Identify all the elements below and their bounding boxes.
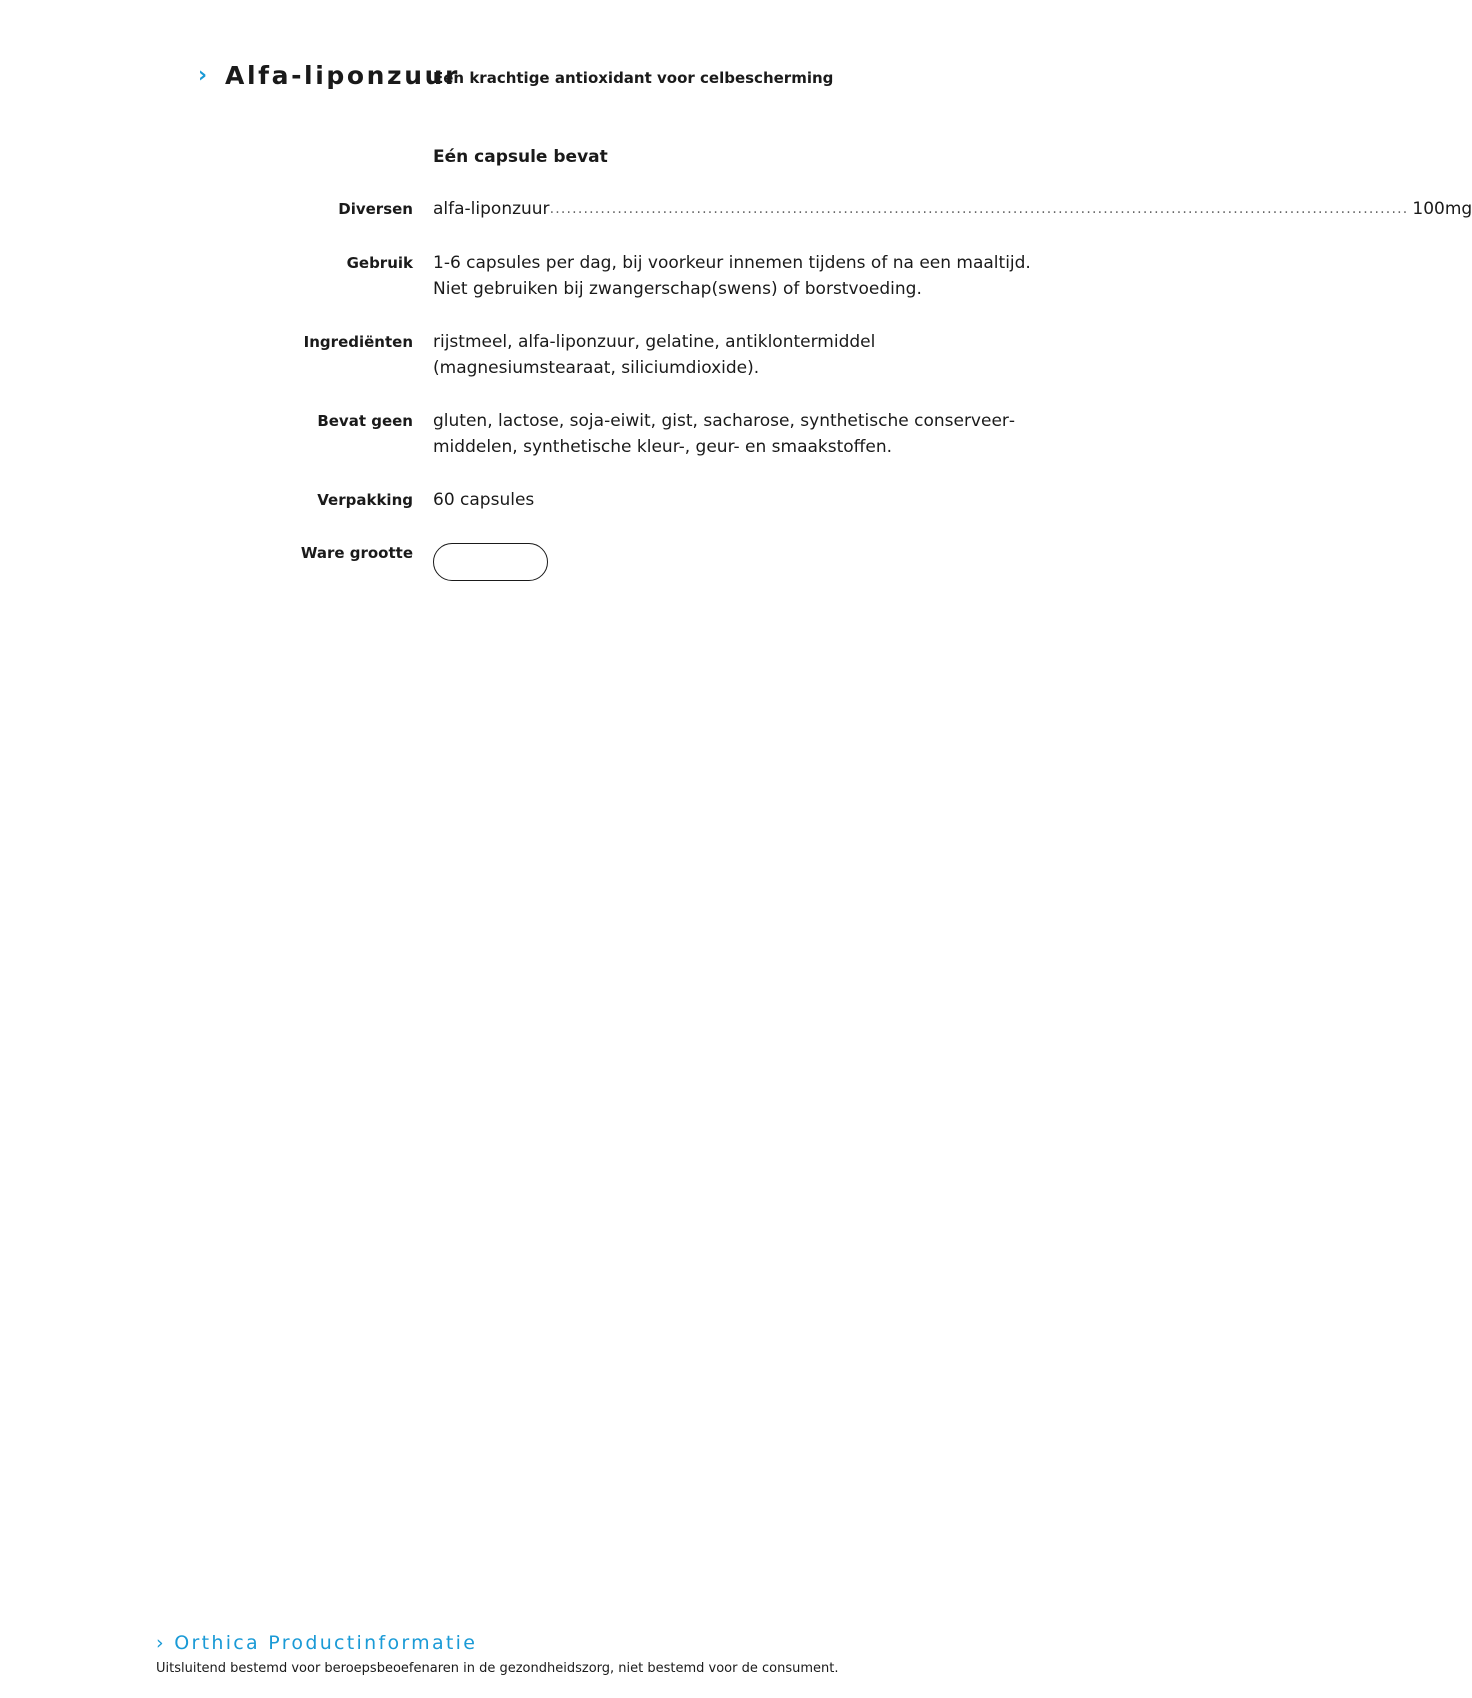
footer-title: › Orthica Productinformatie [156, 1632, 478, 1654]
ingredients-value: rijstmeel, alfa-liponzuur, gelatine, antiklontermiddel (magnesiumstearaat, siliciumdioxide). [433, 332, 876, 378]
footer-disclaimer: Uitsluitend bestemd voor beroepsbeoefenaren in de gezondheidszorg, niet bestemd voor de consument. [156, 1661, 839, 1676]
usage-label: Gebruik [346, 254, 413, 272]
dot-leader: ........................................................................................................................................................ [549, 201, 1409, 217]
ingredient-amount: 100 [1412, 199, 1445, 219]
ingredient-name: alfa-liponzuur [433, 199, 550, 219]
packaging-value: 60 capsules [433, 490, 535, 510]
usage-value: 1-6 capsules per dag, bij voorkeur innemen tijdens of na een maaltijd. Niet gebruiken bij zwangerschap(swens) of borstvoeding. [433, 253, 1031, 299]
packaging-label: Verpakking [317, 491, 413, 509]
free-from-value: gluten, lactose, soja-eiwit, gist, sacharose, synthetische conserveermiddelen, synthetische kleur-, geur- en smaakstoffen. [433, 411, 1016, 457]
ingredient-line [433, 196, 1472, 222]
composition-label: Diversen [338, 200, 413, 218]
capsule-outline-icon [433, 543, 548, 581]
product-title: Alfa-liponzuur [225, 61, 460, 90]
composition-heading: Eén capsule bevat [433, 147, 608, 167]
ingredient-unit: mg [1444, 199, 1472, 219]
actual-size-label: Ware grootte [300, 544, 413, 562]
ingredients-label: Ingrediënten [303, 333, 413, 351]
free-from-label: Bevat geen [317, 412, 413, 430]
chevron-right-icon: › [198, 63, 208, 88]
product-subtitle: Een krachtige antioxidant voor celbescherming [433, 69, 834, 87]
